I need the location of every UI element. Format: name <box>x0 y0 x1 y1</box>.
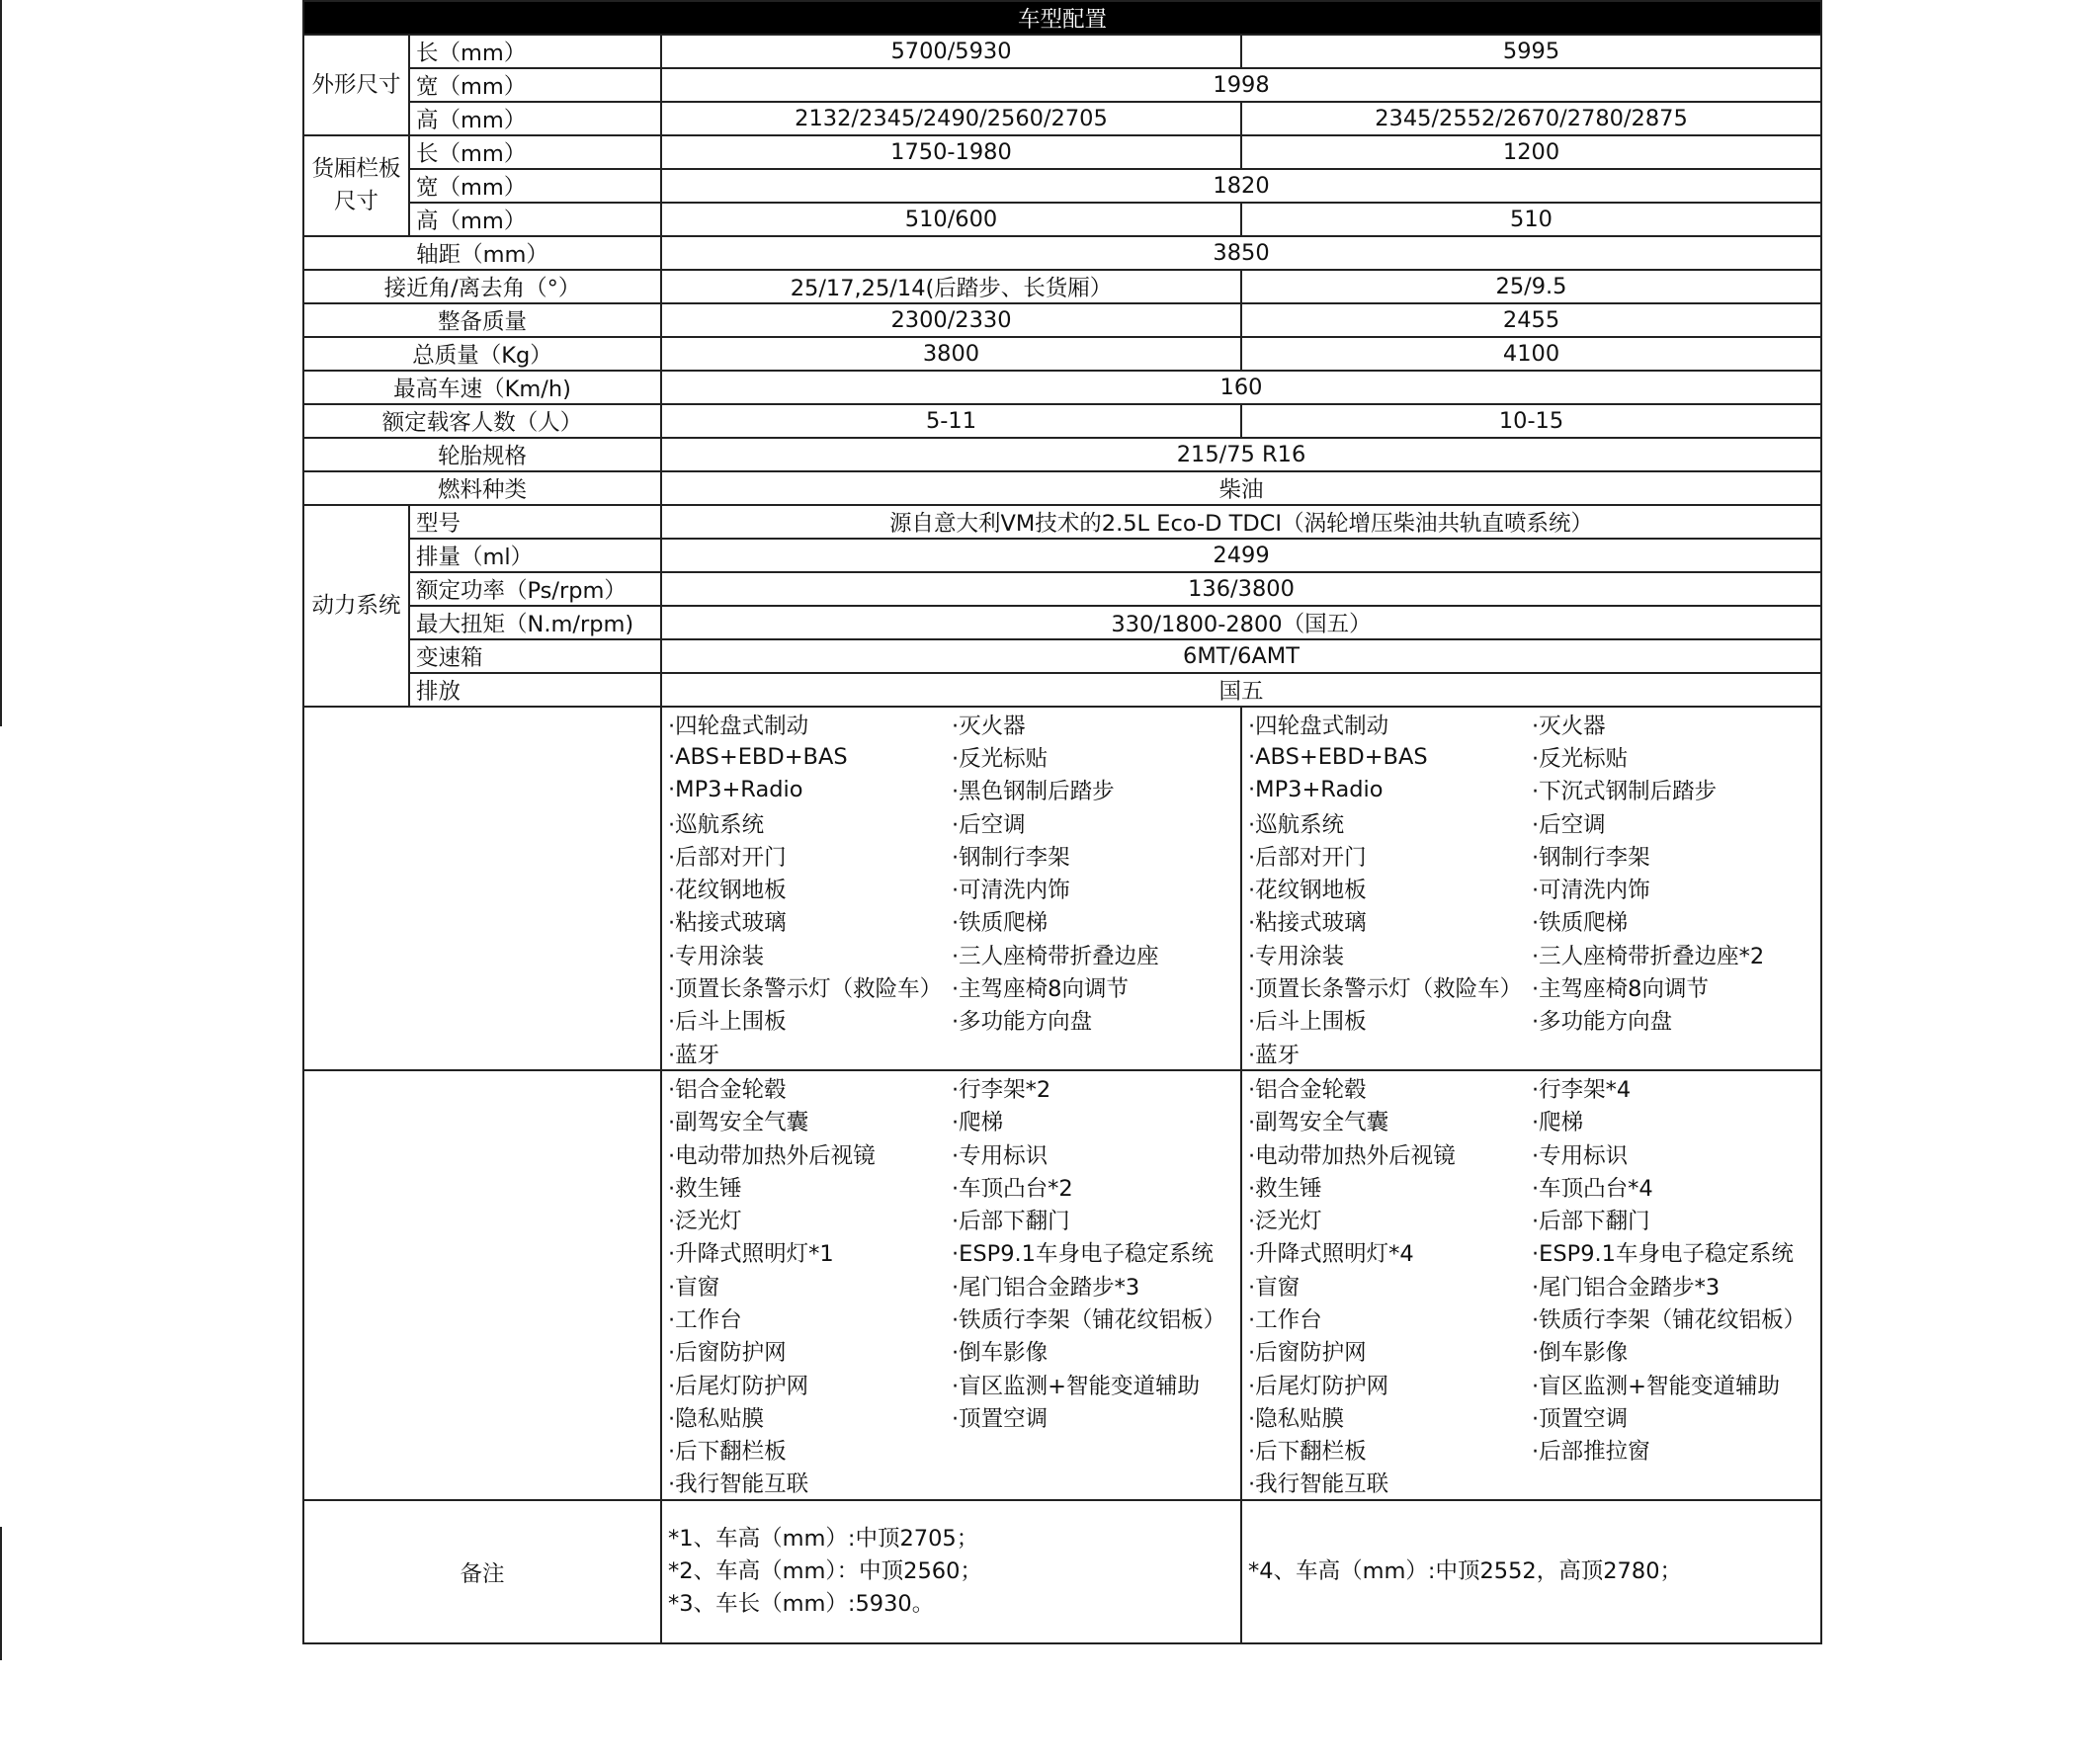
feature-item: ·铝合金轮毂 <box>1248 1076 1367 1103</box>
value-shared: 160 <box>661 371 1821 404</box>
notes-b <box>1241 1500 1821 1643</box>
feature-item: ·主驾座椅8向调节 <box>1532 976 1709 1003</box>
value-b: 4100 <box>1241 337 1821 371</box>
table-row <box>303 371 1821 404</box>
feature-item: ·后斗上围板 <box>1248 1009 1367 1036</box>
feature-item: ·升降式照明灯*1 <box>668 1241 834 1268</box>
optional-features-label-cell <box>303 1070 661 1500</box>
feature-item: ·尾门铝合金踏步*3 <box>1532 1274 1720 1301</box>
table-row <box>303 35 1821 68</box>
feature-item: ·三人座椅带折叠边座 <box>952 943 1159 969</box>
feature-item: ·黑色钢制后踏步 <box>952 779 1115 805</box>
value-shared: 6MT/6AMT <box>661 639 1821 673</box>
feature-item: ·救生锤 <box>1248 1175 1322 1202</box>
row-label: 排量（ml） <box>409 539 661 572</box>
feature-item: ·钢制行李架 <box>1532 844 1650 871</box>
row-label: 型号 <box>409 505 661 539</box>
table-row <box>303 169 1821 203</box>
powertrain-group-label: 动力系统 <box>303 505 409 707</box>
note-line: *2、车高（mm）：中顶2560； <box>668 1557 982 1584</box>
feature-item: ·后空调 <box>952 811 1026 838</box>
value-shared: 2499 <box>661 539 1821 572</box>
row-label: 排放 <box>409 673 661 707</box>
feature-item: ·隐私贴膜 <box>1248 1405 1345 1432</box>
row-label: 高（mm） <box>409 102 661 135</box>
optional-features-row <box>303 1070 1821 1500</box>
feature-item: ·工作台 <box>1248 1306 1322 1333</box>
feature-item: ·电动带加热外后视镜 <box>1248 1142 1456 1169</box>
value-shared: 国五 <box>661 673 1821 707</box>
feature-item: ·盲区监测+智能变道辅助 <box>952 1373 1201 1399</box>
feature-item: ·多功能方向盘 <box>952 1009 1093 1036</box>
feature-item: ·巡航系统 <box>1248 811 1345 838</box>
feature-item: ·倒车影像 <box>1532 1340 1629 1367</box>
value-shared: 3850 <box>661 236 1821 270</box>
feature-item: ·副驾安全气囊 <box>668 1110 809 1136</box>
row-label: 额定载客人数（人） <box>303 404 661 438</box>
feature-item: ·专用标识 <box>952 1142 1049 1169</box>
feature-item: ·后斗上围板 <box>668 1009 787 1036</box>
table-row <box>303 539 1821 572</box>
feature-item: ·爬梯 <box>1532 1110 1584 1136</box>
value-a: 25/17,25/14(后踏步、长货厢） <box>661 270 1241 303</box>
row-label: 最大扭矩（N.m/rpm) <box>409 606 661 639</box>
cargo-group-label-line1: 货厢栏板 <box>311 156 401 183</box>
standard-features-b <box>1241 707 1821 1070</box>
table-row <box>303 203 1821 236</box>
feature-item: ·蓝牙 <box>1248 1042 1301 1068</box>
table-row <box>303 606 1821 639</box>
feature-item: ·主驾座椅8向调节 <box>952 976 1129 1003</box>
value-shared: 136/3800 <box>661 572 1821 606</box>
feature-item: ·MP3+Radio <box>668 777 803 803</box>
standard-features-a <box>661 707 1241 1070</box>
feature-item: ·后空调 <box>1532 811 1606 838</box>
row-label: 轮胎规格 <box>303 438 661 471</box>
notes-row <box>303 1500 1821 1643</box>
table-row <box>303 505 1821 539</box>
table-row <box>303 303 1821 337</box>
value-shared: 1998 <box>661 68 1821 102</box>
value-shared: 1820 <box>661 169 1821 203</box>
feature-item: ·铁质行李架（铺花纹铝板） <box>952 1306 1226 1333</box>
row-label: 宽（mm） <box>409 169 661 203</box>
feature-item: ·专用涂装 <box>668 943 765 969</box>
row-label: 额定功率（Ps/rpm） <box>409 572 661 606</box>
feature-item: ·后尾灯防护网 <box>668 1373 809 1399</box>
feature-item: ·后下翻栏板 <box>668 1439 787 1466</box>
value-a: 510/600 <box>661 203 1241 236</box>
table-row <box>303 236 1821 270</box>
row-label: 宽（mm） <box>409 68 661 102</box>
feature-item: ·副驾安全气囊 <box>1248 1110 1389 1136</box>
row-label: 长（mm） <box>409 135 661 169</box>
feature-item: ·顶置长条警示灯（救险车） <box>668 976 943 1003</box>
value-b: 2455 <box>1241 303 1821 337</box>
feature-item: ·后部对开门 <box>668 844 787 871</box>
feature-item: ·倒车影像 <box>952 1340 1049 1367</box>
cargo-group-label-line2: 尺寸 <box>333 189 378 214</box>
feature-item: ·我行智能互联 <box>1248 1471 1389 1498</box>
note-line: *1、车高（mm）:中顶2705； <box>668 1525 979 1552</box>
value-shared: 215/75 R16 <box>661 438 1821 471</box>
feature-item: ·ESP9.1车身电子稳定系统 <box>1532 1241 1795 1268</box>
feature-item: ·反光标贴 <box>952 745 1049 772</box>
feature-item: ·可清洗内饰 <box>1532 878 1650 904</box>
note-line: *3、车长（mm）:5930。 <box>668 1591 935 1618</box>
feature-item: ·MP3+Radio <box>1248 777 1384 803</box>
feature-item: ·后部推拉窗 <box>1532 1439 1650 1466</box>
value-a: 2132/2345/2490/2560/2705 <box>661 102 1241 135</box>
feature-item: ·铁质爬梯 <box>1532 910 1629 937</box>
row-label: 变速箱 <box>409 639 661 673</box>
table-row <box>303 572 1821 606</box>
value-b: 25/9.5 <box>1241 270 1821 303</box>
feature-item: ·行李架*2 <box>952 1076 1051 1103</box>
feature-item: ·灭火器 <box>952 713 1026 739</box>
feature-item: ·工作台 <box>668 1306 742 1333</box>
value-b: 1200 <box>1241 135 1821 169</box>
feature-item: ·后下翻栏板 <box>1248 1439 1367 1466</box>
value-b: 510 <box>1241 203 1821 236</box>
optional-features-a <box>661 1070 1241 1500</box>
feature-item: ·我行智能互联 <box>668 1471 809 1498</box>
value-b: 5995 <box>1241 35 1821 68</box>
row-label: 长（mm） <box>409 35 661 68</box>
table-row <box>303 404 1821 438</box>
feature-item: ·后部下翻门 <box>1532 1209 1650 1235</box>
feature-item: ·电动带加热外后视镜 <box>668 1142 876 1169</box>
left-edge-mark-bottom <box>0 1527 2 1660</box>
feature-item: ·钢制行李架 <box>952 844 1070 871</box>
table-row <box>303 337 1821 371</box>
value-a: 3800 <box>661 337 1241 371</box>
feature-item: ·花纹钢地板 <box>1248 878 1367 904</box>
cargo-group-label <box>303 135 409 236</box>
feature-item: ·盲窗 <box>668 1274 720 1301</box>
feature-item: ·铁质行李架（铺花纹铝板） <box>1532 1306 1806 1333</box>
feature-item: ·隐私贴膜 <box>668 1405 765 1432</box>
optional-features-b <box>1241 1070 1821 1500</box>
feature-item: ·后尾灯防护网 <box>1248 1373 1389 1399</box>
table-row <box>303 68 1821 102</box>
feature-item: ·顶置空调 <box>1532 1405 1629 1432</box>
notes-a <box>661 1500 1241 1643</box>
feature-item: ·尾门铝合金踏步*3 <box>952 1274 1140 1301</box>
feature-item: ·救生锤 <box>668 1175 742 1202</box>
value-b: 2345/2552/2670/2780/2875 <box>1241 102 1821 135</box>
feature-item: ·ABS+EBD+BAS <box>1248 743 1428 770</box>
feature-item: ·专用标识 <box>1532 1142 1629 1169</box>
feature-item: ·ABS+EBD+BAS <box>668 743 848 770</box>
feature-item: ·灭火器 <box>1532 713 1606 739</box>
feature-item: ·四轮盘式制动 <box>1248 713 1389 739</box>
feature-item: ·铁质爬梯 <box>952 910 1049 937</box>
notes-label: 备注 <box>303 1500 661 1643</box>
value-a: 1750-1980 <box>661 135 1241 169</box>
row-label: 轴距（mm） <box>303 236 661 270</box>
table-row <box>303 673 1821 707</box>
feature-item: ·可清洗内饰 <box>952 878 1070 904</box>
feature-item: ·顶置空调 <box>952 1405 1049 1432</box>
feature-item: ·盲区监测+智能变道辅助 <box>1532 1373 1781 1399</box>
value-b: 10-15 <box>1241 404 1821 438</box>
feature-item: ·后部下翻门 <box>952 1209 1070 1235</box>
feature-item: ·升降式照明灯*4 <box>1248 1241 1414 1268</box>
table-title: 车型配置 <box>303 1 1821 35</box>
dimensions-group-label: 外形尺寸 <box>303 35 409 135</box>
row-label: 燃料种类 <box>303 471 661 505</box>
feature-item: ·粘接式玻璃 <box>1248 910 1367 937</box>
feature-item: ·反光标贴 <box>1532 745 1629 772</box>
feature-item: ·泛光灯 <box>668 1209 742 1235</box>
value-a: 2300/2330 <box>661 303 1241 337</box>
feature-item: ·蓝牙 <box>668 1042 720 1068</box>
feature-item: ·下沉式钢制后踏步 <box>1532 779 1718 805</box>
feature-item: ·花纹钢地板 <box>668 878 787 904</box>
feature-item: ·后窗防护网 <box>1248 1340 1367 1367</box>
feature-item: ·顶置长条警示灯（救险车） <box>1248 976 1523 1003</box>
table-row <box>303 471 1821 505</box>
row-label: 总质量（Kg） <box>303 337 661 371</box>
standard-features-label-cell <box>303 707 661 1070</box>
left-edge-mark-top <box>0 0 2 726</box>
value-shared: 源自意大利VM技术的2.5L Eco-D TDCI（涡轮增压柴油共轨直喷系统） <box>661 505 1821 539</box>
value-a: 5700/5930 <box>661 35 1241 68</box>
value-shared: 柴油 <box>661 471 1821 505</box>
value-shared: 330/1800-2800（国五） <box>661 606 1821 639</box>
table-row <box>303 270 1821 303</box>
feature-item: ·盲窗 <box>1248 1274 1301 1301</box>
feature-item: ·专用涂装 <box>1248 943 1345 969</box>
feature-item: ·多功能方向盘 <box>1532 1009 1673 1036</box>
feature-item: ·铝合金轮毂 <box>668 1076 787 1103</box>
feature-item: ·爬梯 <box>952 1110 1004 1136</box>
feature-item: ·车顶凸台*2 <box>952 1175 1073 1202</box>
feature-item: ·粘接式玻璃 <box>668 910 787 937</box>
standard-features-row <box>303 707 1821 1070</box>
feature-item: ·后窗防护网 <box>668 1340 787 1367</box>
note-line: *4、车高（mm）:中顶2552，高顶2780； <box>1248 1557 1683 1584</box>
row-label: 整备质量 <box>303 303 661 337</box>
table-row <box>303 135 1821 169</box>
feature-item: ·ESP9.1车身电子稳定系统 <box>952 1241 1215 1268</box>
feature-item: ·行李架*4 <box>1532 1076 1632 1103</box>
feature-item: ·车顶凸台*4 <box>1532 1175 1653 1202</box>
feature-item: ·三人座椅带折叠边座*2 <box>1532 943 1765 969</box>
feature-item: ·四轮盘式制动 <box>668 713 809 739</box>
feature-item: ·后部对开门 <box>1248 844 1367 871</box>
table-row <box>303 102 1821 135</box>
value-a: 5-11 <box>661 404 1241 438</box>
table-row <box>303 438 1821 471</box>
table-row <box>303 639 1821 673</box>
table-title-row <box>303 1 1821 35</box>
row-label: 最高车速（Km/h) <box>303 371 661 404</box>
row-label: 接近角/离去角（°） <box>303 270 661 303</box>
feature-item: ·泛光灯 <box>1248 1209 1322 1235</box>
feature-item: ·巡航系统 <box>668 811 765 838</box>
vehicle-config-table <box>302 0 1822 1644</box>
row-label: 高（mm） <box>409 203 661 236</box>
